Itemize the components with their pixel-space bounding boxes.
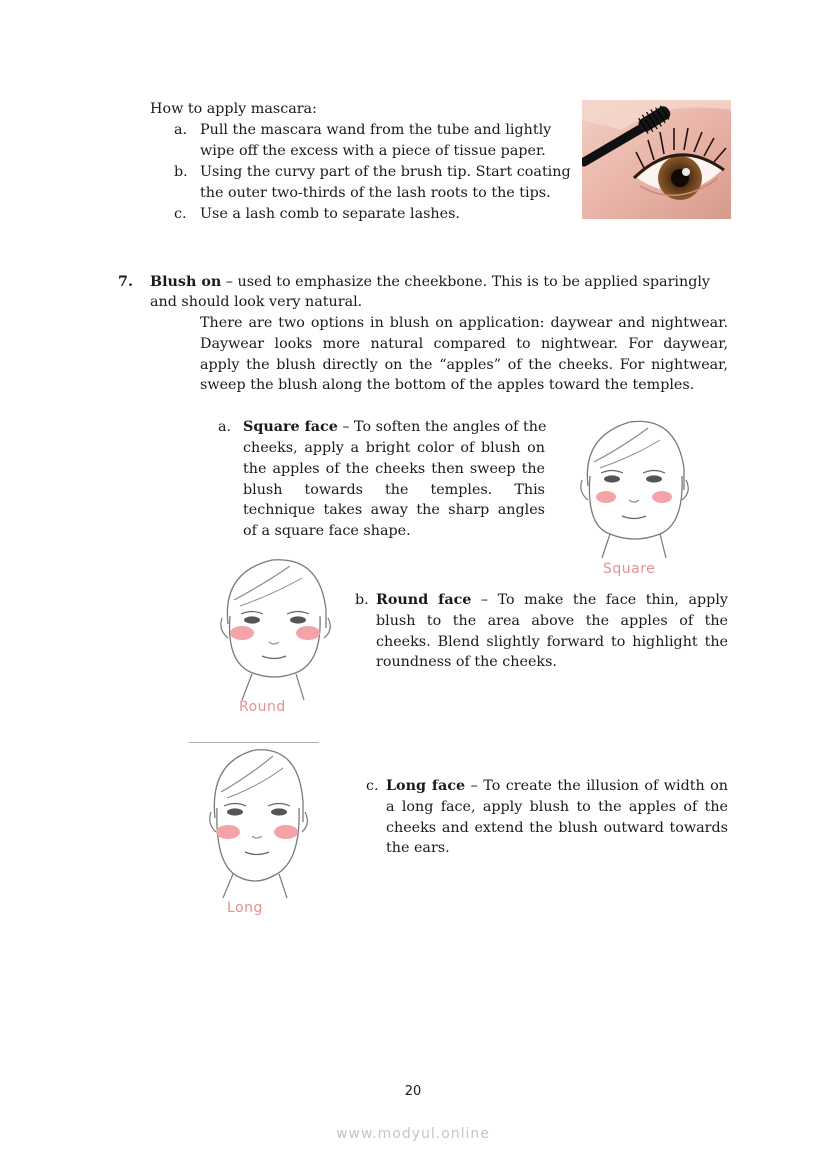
long-face-illustration-icon	[203, 746, 311, 902]
mascara-eye-photo-icon	[582, 100, 731, 219]
watermark: www.modyul.online	[336, 1126, 490, 1142]
blush-options-line4: sweep the blush along the bottom of the apples toward the temples.	[200, 377, 695, 393]
long-line3: cheeks and extend the blush outward towards	[386, 820, 728, 836]
long-line2: a long face, apply blush to the apples of the	[386, 799, 728, 815]
square-marker: a.	[218, 419, 232, 435]
mascara-step-a-marker: a.	[174, 122, 188, 138]
round-face-illustration-icon	[212, 554, 336, 702]
square-line1: Square face – To soften the angles of the	[243, 419, 547, 435]
mascara-step-b-line2: the outer two-thirds of the lash roots to the tips.	[200, 185, 551, 201]
long-line4: the ears.	[386, 840, 450, 856]
blush-intro-line1	[150, 272, 728, 293]
blush-intro-rest: – used to emphasize the cheekbone. This is to be applied sparingly	[221, 274, 710, 290]
long-marker: c.	[366, 778, 379, 794]
square-face-illustration-icon	[574, 416, 694, 564]
square-face-label: Square	[603, 561, 656, 577]
square-line2: cheeks, apply a bright color of blush on	[243, 440, 545, 456]
square-line4: blush towards the temples. This	[243, 482, 545, 498]
mascara-step-c-marker: c.	[174, 206, 187, 222]
mascara-heading: How to apply mascara:	[150, 101, 317, 117]
square-line3: the apples of the cheeks then sweep the	[243, 461, 545, 477]
round-marker: b.	[355, 592, 369, 608]
blush-item-number: 7.	[118, 274, 133, 290]
mascara-step-a-line1: Pull the mascara wand from the tube and lightly	[200, 122, 552, 138]
round-line3: cheeks. Blend slightly forward to highlight the	[376, 634, 728, 650]
round-face-label: Round	[239, 699, 286, 715]
blush-options-line2: Daywear looks more natural compared to nightwear. For daywear,	[200, 336, 728, 352]
square-term: Square face	[243, 419, 338, 435]
square-line6: of a square face shape.	[243, 523, 411, 539]
square-line5: technique takes away the sharp angles	[243, 502, 545, 518]
round-line2: blush to the area above the apples of the	[376, 613, 728, 629]
long-term: Long face	[386, 778, 466, 794]
mascara-step-a-line2: wipe off the excess with a piece of tissue paper.	[200, 143, 546, 159]
blush-intro-line2: and should look very natural.	[150, 294, 363, 310]
blush-options-line1: There are two options in blush on application: daywear and nightwear.	[200, 315, 728, 331]
blush-term: Blush on	[150, 274, 222, 290]
long-line1: Long face – To create the illusion of width on	[386, 778, 728, 794]
page-number: 20	[404, 1084, 422, 1099]
round-line1: Round face – To make the face thin, apply	[376, 592, 728, 608]
mascara-step-b-marker: b.	[174, 164, 188, 180]
blush-options-line3: apply the blush directly on the “apples” of the cheeks. For nightwear,	[200, 357, 728, 373]
round-line4: roundness of the cheeks.	[376, 654, 557, 670]
divider	[189, 742, 319, 743]
round-term: Round face	[376, 592, 472, 608]
mascara-step-b-line1: Using the curvy part of the brush tip. Start coating	[200, 164, 571, 180]
mascara-step-c-line1: Use a lash comb to separate lashes.	[200, 206, 460, 222]
long-face-label: Long	[227, 900, 263, 916]
